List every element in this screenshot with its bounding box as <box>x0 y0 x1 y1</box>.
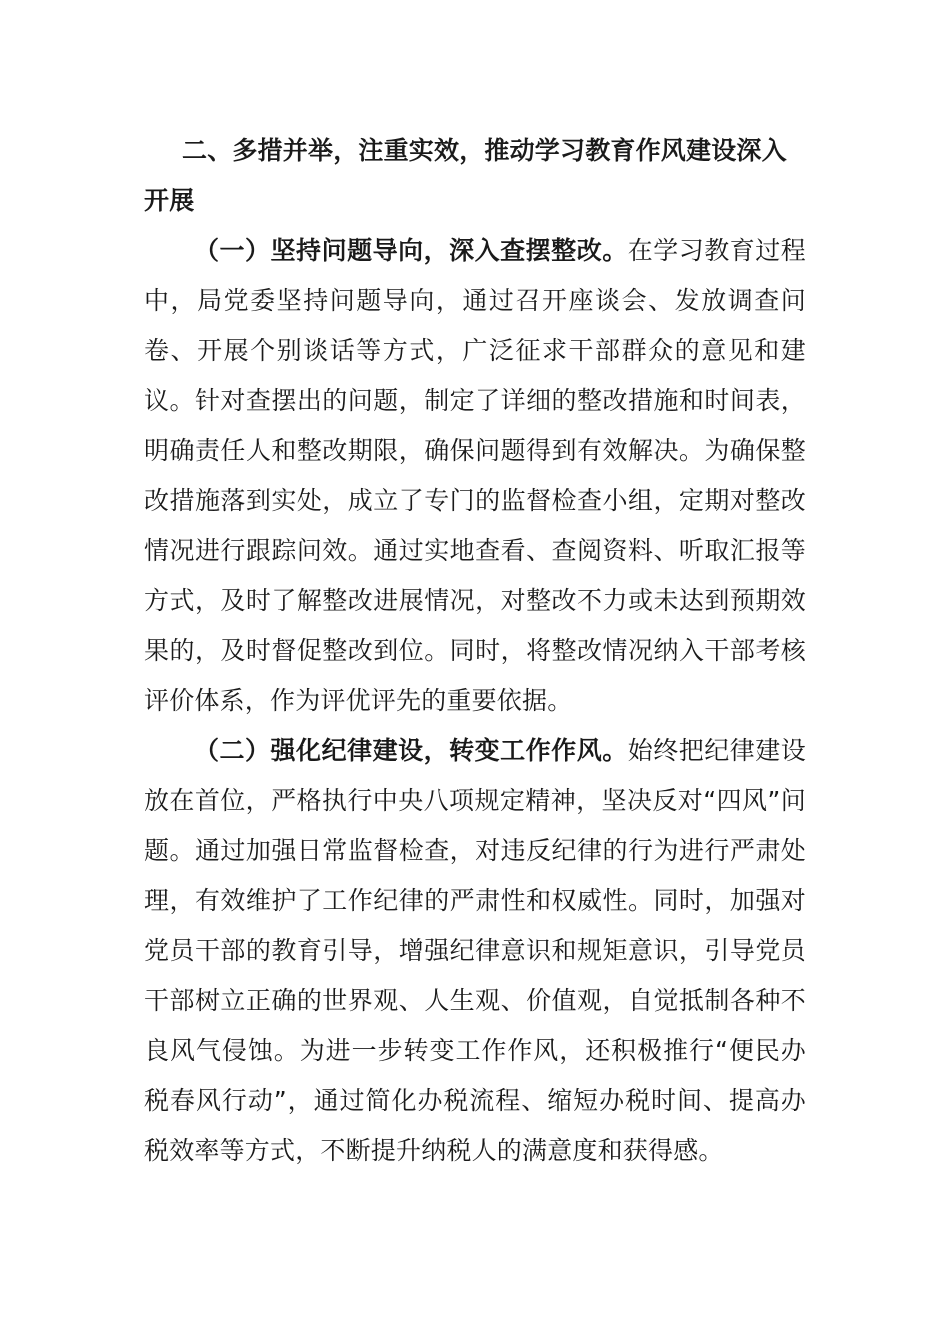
document-body <box>144 126 806 1176</box>
paragraph-body-problem-rectification: 在学习教育过程中，局党委坚持问题导向，通过召开座谈会、发放调查问卷、开展个别谈话等方式，广泛征求干部群众的意见和建议。针对查摆出的问题，制定了详细的整改措施和时间表，明确责任人和整改期限，确保问题得到有效解决。为确保整改措施落到实处，成立了专门的监督检查小组，定期对整改情况进行跟踪问效。通过实地查看、查阅资料、听取汇报等方式，及时了解整改进展情况，对整改不力或未达到预期效果的，及时督促整改到位。同时，将整改情况纳入干部考核评价体系，作为评优评先的重要依据。 <box>144 236 806 715</box>
section-heading: 二、多措并举，注重实效，推动学习教育作风建设深入开展 <box>144 136 787 215</box>
paragraph-body-discipline-building: 始终把纪律建设放在首位，严格执行中央八项规定精神，坚决反对“四风”问题。通过加强日常监督检查，对违反纪律的行为进行严肃处理，有效维护了工作纪律的严肃性和权威性。同时，加强对党员干部的教育引导，增强纪律意识和规矩意识，引导党员干部树立正确的世界观、人生观、价值观，自觉抵制各种不良风气侵蚀。为进一步转变工作作风，还积极推行“便民办税春风行动”，通过简化办税流程、缩短办税时间、提高办税效率等方式，不断提升纳税人的满意度和获得感。 <box>144 736 806 1165</box>
paragraph-lead-problem-rectification: （一）坚持问题导向，深入查摆整改。 <box>194 236 628 265</box>
paragraph-problem-rectification <box>144 226 806 726</box>
paragraph-discipline-building <box>144 726 806 1176</box>
paragraph-lead-discipline-building: （二）强化纪律建设，转变工作作风。 <box>194 736 628 765</box>
